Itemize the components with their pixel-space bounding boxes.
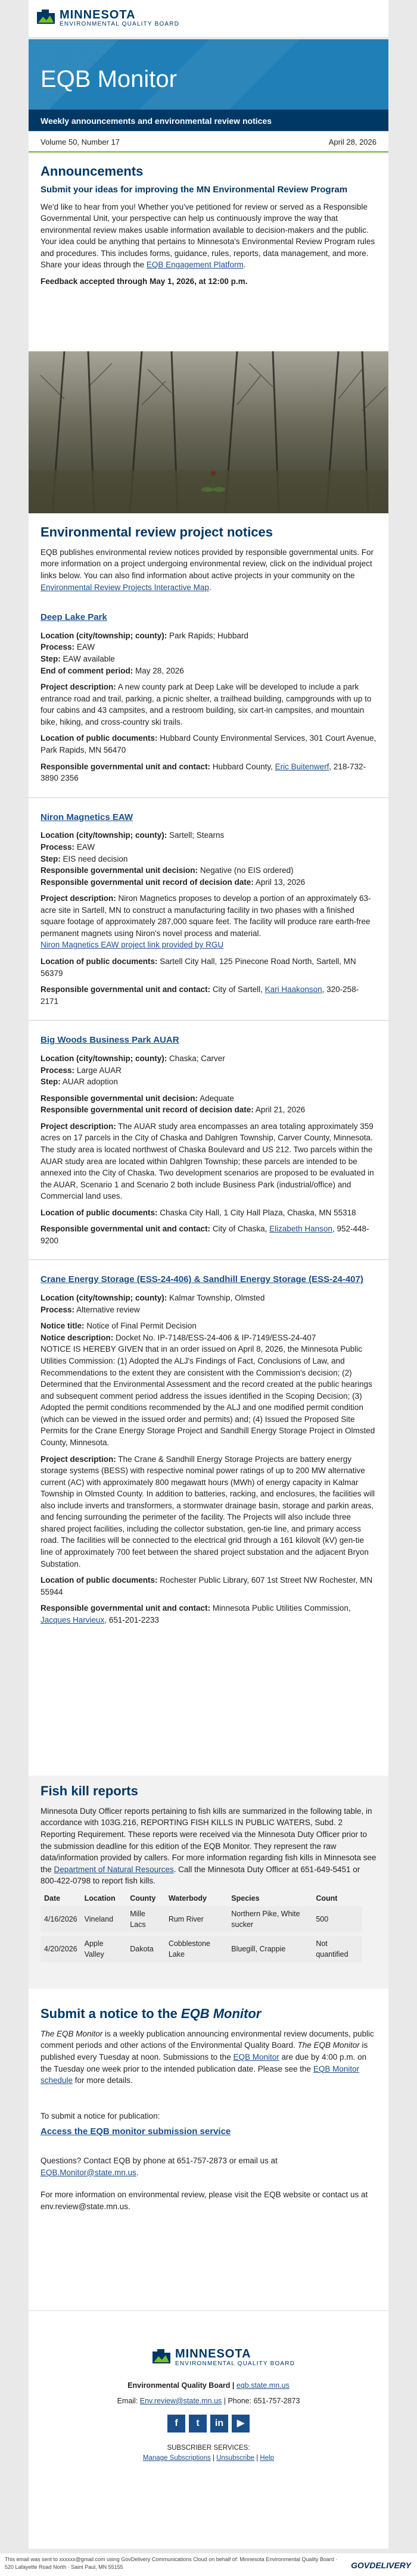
submit-body: The EQB Monitor is a weekly publication announcing environmental review documents, public comment periods and other actions of the Environmental Quality Board. The EQB Monitor is published every Tuesday at noon. Submissions to the EQB Monitor are due by 4:00 p.m. on the Tuesday one week prior to the intended publication date. Please see the EQB Monitor schedule for more details.	[41, 2029, 374, 2085]
project-decision: Responsible governmental unit decision: Adequate	[41, 1093, 234, 1103]
project-description: Project description: The AUAR study area encompasses an area totaling approximately 359 acres on 17 parcels in the City of Chaska and Dahlgren Township, Carver County, Minnesota. The study area is located northwest of Chaska Boulevard and US 212. Two parcels within the AUAR study area are located within Dahlgren Township; these parcels are intended to be annexed into the City of Chaska. Two development scenarios are proposed to be evaluated in the AUAR, Scenario 1 and Scenario 2 both include Business Park (industrial/office) and Commercial land uses.	[41, 1121, 374, 1201]
submit-intro: To submit a notice for publication:	[41, 2111, 160, 2120]
col-date: Date	[44, 1894, 61, 1903]
project-big-woods	[29, 1034, 388, 1246]
col-waterbody: Waterbody	[168, 1894, 207, 1903]
project-location: Location (city/township; county): Sartell; Stearns	[41, 831, 225, 840]
tagline: Weekly announcements and environmental review notices	[41, 116, 272, 126]
manage-subscriptions-link[interactable]: Manage Subscriptions	[142, 2454, 211, 2462]
footer-agency-name: MINNESOTA	[175, 2347, 251, 2360]
footer-agency-sub: ENVIRONMENTAL QUALITY BOARD	[175, 2360, 295, 2367]
project-process: Process: Alternative review	[41, 1305, 140, 1314]
project-description: Project description: A new county park at Deep Lake will be developed to include a park entrance road and trail, parking, a picnic shelter, a trailhead building, campgrounds with up to four cabins and 43 campsites, and a restroom building, six cart-in campsites, and mountain bike, hiking, and cross-country ski trails.	[41, 682, 372, 726]
project-notice-description: Notice description: Docket No. IP-7148/ESS-24-406 & IP-7149/ESS-24-407	[41, 1333, 316, 1342]
project-process: Process: EAW	[41, 842, 95, 852]
announcements-body: We'd like to hear from you! Whether you've petitioned for review or served as a Responsible Governmental Unit, your perspective can help us continuously improve the way that environmental review makes usable information available to decision-makers and the public. Your idea could be anything that pertains to Minnesota's Environmental Review Program rules and procedures. This includes forms, guidance, rules, reports, data management, and more. Share your ideas through the EQB Engagement Platform.	[41, 202, 375, 270]
project-record-date: Responsible governmental unit record of decision date: April 21, 2026	[41, 1105, 306, 1115]
submission-service-link[interactable]: Access the EQB monitor submission service	[41, 2126, 231, 2137]
social-icons	[29, 2415, 388, 2432]
subscriber-services-label: SUBSCRIBER SERVICES:	[167, 2444, 250, 2452]
project-contact: Responsible governmental unit and contact: Minnesota Public Utilities Commission, Jacques Harvieux, 651-201-2233	[41, 1604, 351, 1624]
project-documents: Location of public documents: Hubbard County Environmental Services, 301 Court Avenue, Park Rapids, MN 56470	[41, 734, 376, 754]
fish-kill-table	[41, 1891, 362, 1963]
project-process: Process: Large AUAR	[41, 1065, 122, 1075]
monitor-email-link[interactable]: EQB.Monitor@state.mn.us	[41, 2168, 136, 2177]
submit-section	[29, 1989, 388, 2310]
col-species: Species	[231, 1894, 260, 1903]
subscriber-links: Manage Subscriptions | Unsubscribe | Help	[142, 2454, 275, 2462]
divider	[29, 1259, 388, 1260]
facebook-icon[interactable]: f	[167, 2415, 185, 2432]
issue-volume: Volume 50, Number 17	[41, 138, 120, 146]
project-documents: Location of public documents: Rochester Public Library, 607 1st Street NW Rochester, MN 55944	[41, 1576, 373, 1596]
fish-kill-section	[29, 1776, 388, 1989]
contact-link[interactable]: Jacques Harvieux	[41, 1615, 105, 1624]
issue-date: April 28, 2026	[328, 138, 376, 146]
col-county: County	[130, 1894, 156, 1903]
project-process: Process: EAW	[41, 643, 95, 652]
env-review-email-link[interactable]: Env.review@state.mn.us	[139, 2397, 222, 2406]
interactive-map-link[interactable]: Environmental Review Projects Interactive Map	[41, 582, 209, 592]
more-info-text: For more information on environmental review, please visit the EQB website or contact us at env.review@state.mn.us.	[41, 2190, 368, 2211]
col-location: Location	[84, 1894, 116, 1903]
dnr-link[interactable]: Department of Natural Resources	[54, 1864, 174, 1874]
announcements-section	[29, 154, 388, 351]
table-row: 4/20/2026 Apple Valley Dakota Cobblestone Lake Bluegill, Crappie Not quantified	[41, 1936, 362, 1962]
email-disclaimer: This email was sent to xxxxxx@gmail.com using GovDelivery Communications Cloud on behalf of: Minnesota Environmental Quality Board · 520 Lafayette Road North · Saint Paul, MN 55155 GOVDELIVERY	[0, 2553, 417, 2576]
footer-line1: Environmental Quality Board | eqb.state.mn.us	[127, 2381, 290, 2390]
help-link[interactable]: Help	[260, 2454, 275, 2462]
project-step: Step: EIS need decision	[41, 854, 128, 863]
project-notice-body: NOTICE IS HEREBY GIVEN that in an order issued on April 8, 2026, the Minnesota Public Utilities Commission: (1) Adopted the ALJ's Findings of Fact, Conclusions of Law, and Recommendations to the extent they are consistent with the Commission's decision; (2) Determined that the Environmental Assessment and the record created at the public hearings and subsequent comment period address the issues identified in the Scoping Decision; (3) Adopted the permit conditions recommended by the ALJ and one modified permit condition (which can be viewed in the issued order and permits) and; (4) Issued the Proposed Site Permits for the Crane Energy Storage Project and Sandhill Energy Storage Project in Olmsted County, Minnesota.	[41, 1345, 375, 1447]
linkedin-icon[interactable]: in	[210, 2415, 228, 2432]
project-niron	[29, 811, 388, 1008]
eqb-monitor-link[interactable]: EQB Monitor	[233, 2053, 279, 2062]
header-logo-bar	[29, 0, 388, 37]
notices-section	[29, 513, 388, 1776]
notices-intro: EQB publishes environmental review notices provided by responsible governmental units. For more information on a project undergoing environmental review, click on the individual project links below. You can also find information about active projects in your community on the Environmental Review Projects Interactive Map.	[41, 547, 374, 592]
divider	[29, 797, 388, 798]
minnesota-logo-icon	[151, 2348, 172, 2365]
footer-section	[29, 2310, 388, 2549]
project-rgu-link[interactable]: Niron Magnetics EAW project link provided by RGU	[41, 940, 224, 950]
project-documents: Location of public documents: Chaska City Hall, 1 City Hall Plaza, Chaska, MN 55318	[41, 1208, 356, 1217]
project-contact: Responsible governmental unit and contact: City of Sartell, Kari Haakonson, 320-258-2171	[41, 985, 359, 1006]
col-count: Count	[316, 1894, 338, 1903]
table-row: 4/16/2026 Vineland Mille Lacs Rum River Northern Pike, White sucker 500	[41, 1906, 362, 1932]
unsubscribe-link[interactable]: Unsubscribe	[216, 2454, 255, 2462]
header-agency-name: MINNESOTA	[60, 8, 136, 21]
project-location: Location (city/township; county): Park Rapids; Hubbard	[41, 631, 248, 640]
fish-kill-body: Minnesota Duty Officer reports pertaining to fish kills are summarized in the following table, in accordance with 103G.216, REPORTING FISH KILLS IN PUBLIC WATERS, Subd. 2 Reporting Requirement. These reports were received via the Minnesota Duty Officer prior to the submission deadline for this edition of the EQB Monitor. They represent the raw data/information provided by callers. For more information regarding fish kills in Minnesota see the Department of Natural Resources. Call the Minnesota Duty Officer at 651-649-5451 or 800-422-0798 to report fish kills.	[41, 1806, 376, 1886]
project-title-link[interactable]: Big Woods Business Park AUAR	[41, 1035, 179, 1046]
project-location: Location (city/township; county): Chaska; Carver	[41, 1054, 225, 1064]
project-step: Step: EAW available	[41, 654, 115, 664]
header-agency-sub: ENVIRONMENTAL QUALITY BOARD	[60, 21, 180, 27]
tagline-band	[29, 110, 388, 131]
project-crane	[29, 1273, 388, 1626]
project-documents: Location of public documents: Sartell City Hall, 125 Pinecone Road North, Sartell, MN 56379	[41, 957, 356, 978]
project-step: Step: AUAR adoption	[41, 1077, 118, 1087]
announcements-heading: Announcements	[41, 164, 144, 179]
project-record-date: Responsible governmental unit record of decision date: April 13, 2026	[41, 877, 306, 887]
table-header-row	[41, 1891, 362, 1906]
announcements-subheading: Submit your ideas for improving the MN Environmental Review Program	[41, 184, 348, 195]
feedback-deadline: Feedback accepted through May 1, 2026, at 12:00 p.m.	[41, 277, 248, 286]
footer-logo	[29, 2346, 388, 2375]
project-contact: Responsible governmental unit and contact: City of Chaska, Elizabeth Hanson, 952-448-9200	[41, 1224, 369, 1245]
project-title-link[interactable]: Crane Energy Storage (ESS-24-406) & Sandhill Energy Storage (ESS-24-407)	[41, 1274, 363, 1285]
project-title-link[interactable]: Niron Magnetics EAW	[41, 812, 133, 822]
eqb-website-link[interactable]: eqb.state.mn.us	[236, 2381, 290, 2390]
fish-kill-heading: Fish kill reports	[41, 1783, 138, 1798]
hero-banner	[29, 39, 388, 131]
questions-text: Questions? Contact EQB by phone at 651-757-2873 or email us at EQB.Monitor@state.mn.us.	[41, 2156, 278, 2177]
project-contact: Responsible governmental unit and contact: Hubbard County, Eric Buitenwerf, 218-732-3890 2356	[41, 762, 366, 783]
project-notice-title: Notice title: Notice of Final Permit Decision	[41, 1321, 197, 1331]
forest-photo	[29, 351, 388, 513]
project-description: Project description: The Crane & Sandhill Energy Storage Projects are battery energy storage systems (BESS) with respective nominal power ratings of up to 200 MW alternative current (AC) with approximately 800 megawatt hours (MWh) of energy capacity in Kalmar Township in Olmsted County. In addition to batteries, racking, and enclosures, the facilities will also include inverts and transformers, a stormwater drainage basin, storage and parkin areas, and fencing surrounding the perimeter of the facility. The Projects will also include three shared project facilities, including the collector substation, gen-tie line, and primary access road. The facilities will be connected to the electrical grid through a 161 kilovolt (kV) gen-tie line of approximately 700 feet between the shared project substation and the adjacent Bryon Substation.	[41, 1454, 375, 1568]
project-description: Project description: Niron Magnetics proposes to develop a portion of an approximately 63-acre site in Sartell, MN to construct a manufacturing facility in two phases with a finished square footage of approximately 287,000 square feet. The facility will produce rare earth-free permanent magnets using Niron's novel process and material. Niron Magnetics EAW project link provided by RGU	[41, 894, 371, 950]
footer-line2: Email: Env.review@state.mn.us | Phone: 651-757-2873	[117, 2397, 300, 2406]
project-location: Location (city/township; county): Kalmar Township, Olmsted	[41, 1293, 265, 1303]
contact-link[interactable]: Kari Haakonson	[264, 985, 322, 994]
notices-heading: Environmental review project notices	[41, 525, 273, 539]
govdelivery-logo: GOVDELIVERY	[351, 2561, 411, 2570]
youtube-icon[interactable]: ▶	[232, 2415, 250, 2432]
twitter-icon[interactable]: t	[189, 2415, 207, 2432]
project-deep-lake	[29, 611, 388, 784]
issue-meta	[29, 132, 388, 152]
divider	[29, 1020, 388, 1021]
contact-link[interactable]: Elizabeth Hanson	[269, 1224, 332, 1234]
engagement-platform-link[interactable]: EQB Engagement Platform	[146, 260, 244, 270]
minnesota-logo-icon	[36, 8, 56, 25]
project-decision: Responsible governmental unit decision: Negative (no EIS ordered)	[41, 866, 294, 875]
contact-link[interactable]: Eric Buitenwerf	[275, 762, 329, 771]
schedule-link[interactable]: EQB Monitor schedule	[41, 2064, 360, 2085]
forest-photo-image	[29, 351, 388, 513]
page-title: EQB Monitor	[41, 66, 177, 92]
submit-heading: Submit a notice to the EQB Monitor	[41, 2006, 262, 2021]
project-comment-period: End of comment period: May 28, 2026	[41, 666, 184, 675]
project-title-link[interactable]: Deep Lake Park	[41, 612, 107, 623]
